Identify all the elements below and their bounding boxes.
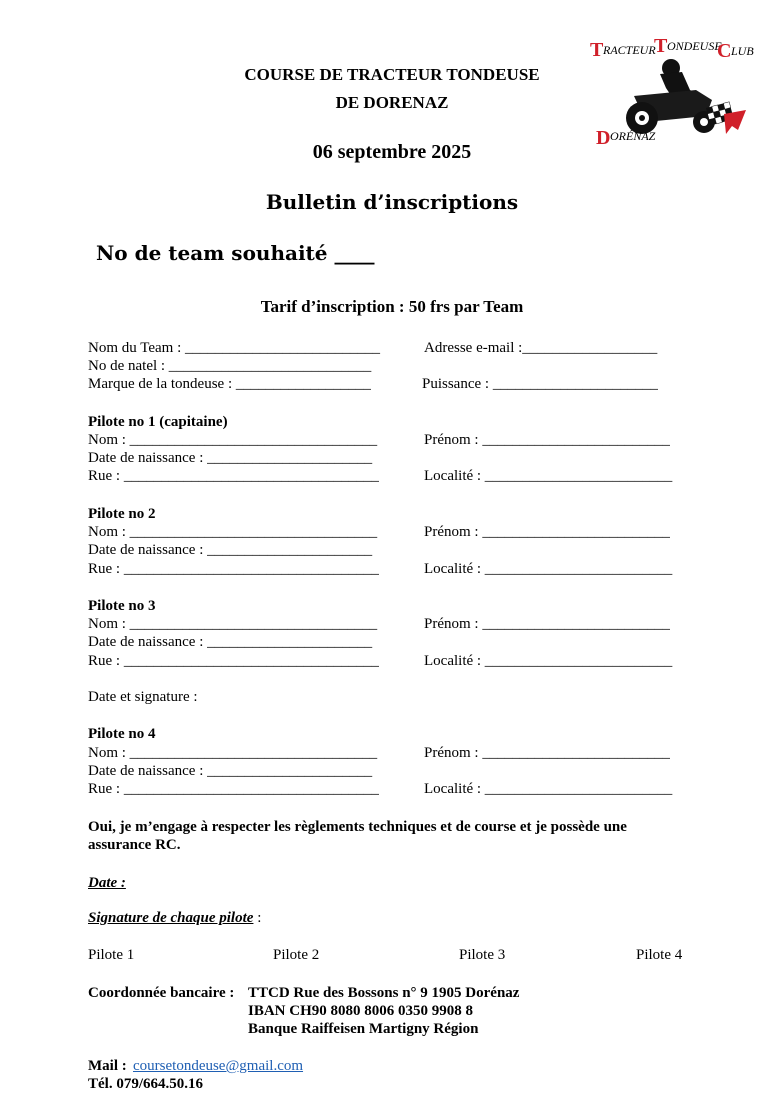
pilot-3-prenom-field[interactable]: Prénom : _________________________ <box>424 616 670 632</box>
logo-initial-1: T <box>590 39 604 61</box>
power-field[interactable]: Puissance : ______________________ <box>422 376 658 392</box>
signature-colon: : <box>253 910 262 926</box>
form-title: Bulletin d’inscriptions <box>265 190 519 214</box>
pilot-3-rue-field[interactable]: Rue : __________________________________ <box>88 653 379 669</box>
pilot-1-title: Pilote no 1 (capitaine) <box>88 414 228 430</box>
logo-word-1: RACTEUR <box>603 43 656 57</box>
tractor-logo-icon <box>586 30 758 152</box>
mail-label: Mail : <box>88 1058 127 1074</box>
pilot-1-nom-field[interactable]: Nom : _________________________________ <box>88 432 378 448</box>
pilot-4-rue-field[interactable]: Rue : __________________________________ <box>88 781 379 797</box>
date-label: Date : <box>88 875 126 891</box>
pilot-2-naissance-field[interactable]: Date de naissance : ______________________ <box>88 542 373 558</box>
logo-word-3: LUB <box>731 44 754 58</box>
logo-place-initial: D <box>596 127 611 149</box>
signature-pilot-1: Pilote 1 <box>88 947 135 963</box>
signature-pilot-3: Pilote 3 <box>459 947 506 963</box>
mower-brand-field[interactable]: Marque de la tondeuse : __________________ <box>88 376 371 392</box>
logo-word-2: ONDEUSE <box>667 39 722 53</box>
bank-label: Coordonnée bancaire : <box>88 985 235 1001</box>
pilot-3-localite-field[interactable]: Localité : _________________________ <box>424 653 673 669</box>
signature-pilot-4: Pilote 4 <box>636 947 683 963</box>
pilot-1-localite-field[interactable]: Localité : _________________________ <box>424 468 673 484</box>
date-signature-label: Date et signature : <box>88 689 198 705</box>
pilot-2-title: Pilote no 2 <box>88 506 156 522</box>
event-date: 06 septembre 2025 <box>312 141 472 163</box>
engagement-line-1: Oui, je m’engage à respecter les règlements techniques et de course et je possède une <box>88 819 627 835</box>
pilot-2-nom-field[interactable]: Nom : _________________________________ <box>88 524 378 540</box>
pilot-4-localite-field[interactable]: Localité : _________________________ <box>424 781 673 797</box>
club-logo <box>586 30 758 152</box>
pilot-1-naissance-field[interactable]: Date de naissance : ______________________ <box>88 450 373 466</box>
pilot-2-prenom-field[interactable]: Prénom : _________________________ <box>424 524 670 540</box>
phone-number: Tél. 079/664.50.16 <box>88 1076 203 1092</box>
pilot-2-localite-field[interactable]: Localité : _________________________ <box>424 561 673 577</box>
pilot-3-nom-field[interactable]: Nom : _________________________________ <box>88 616 378 632</box>
logo-place-word: ORÉNAZ <box>610 129 656 143</box>
logo-initial-3: C <box>717 40 732 62</box>
bank-iban: IBAN CH90 8080 8006 0350 9908 8 <box>248 1003 474 1019</box>
pilot-1-rue-field[interactable]: Rue : __________________________________ <box>88 468 379 484</box>
mail-link[interactable]: coursetondeuse@gmail.com <box>133 1058 304 1074</box>
pilot-2-rue-field[interactable]: Rue : __________________________________ <box>88 561 379 577</box>
pilot-3-naissance-field[interactable]: Date de naissance : ______________________ <box>88 634 373 650</box>
pilot-3-title: Pilote no 3 <box>88 598 156 614</box>
logo-initial-2: T <box>654 35 668 57</box>
pilot-4-naissance-field[interactable]: Date de naissance : ______________________ <box>88 763 373 779</box>
pilot-1-prenom-field[interactable]: Prénom : _________________________ <box>424 432 670 448</box>
engagement-line-2: assurance RC. <box>88 837 181 853</box>
signature-pilot-2: Pilote 2 <box>273 947 320 963</box>
pilot-4-title: Pilote no 4 <box>88 726 156 742</box>
phone-field[interactable]: No de natel : ___________________________ <box>88 358 372 374</box>
bank-line-1: TTCD Rue des Bossons n° 9 1905 Dorénaz <box>248 985 520 1001</box>
signature-label: Signature de chaque pilote <box>88 910 254 926</box>
signature-line <box>88 911 261 926</box>
team-number-field[interactable]: No de team souhaité ____ <box>96 241 375 265</box>
title-line-1: COURSE DE TRACTEUR TONDEUSE <box>244 65 540 84</box>
bank-name: Banque Raiffeisen Martigny Région <box>248 1021 479 1037</box>
title-line-2: DE DORENAZ <box>335 93 449 112</box>
pilot-4-prenom-field[interactable]: Prénom : _________________________ <box>424 745 670 761</box>
team-name-field[interactable]: Nom du Team : __________________________ <box>88 340 380 356</box>
tarif-line: Tarif d’inscription : 50 frs par Team <box>260 297 524 316</box>
email-field[interactable]: Adresse e-mail :__________________ <box>424 340 658 356</box>
pilot-4-nom-field[interactable]: Nom : _________________________________ <box>88 745 378 761</box>
